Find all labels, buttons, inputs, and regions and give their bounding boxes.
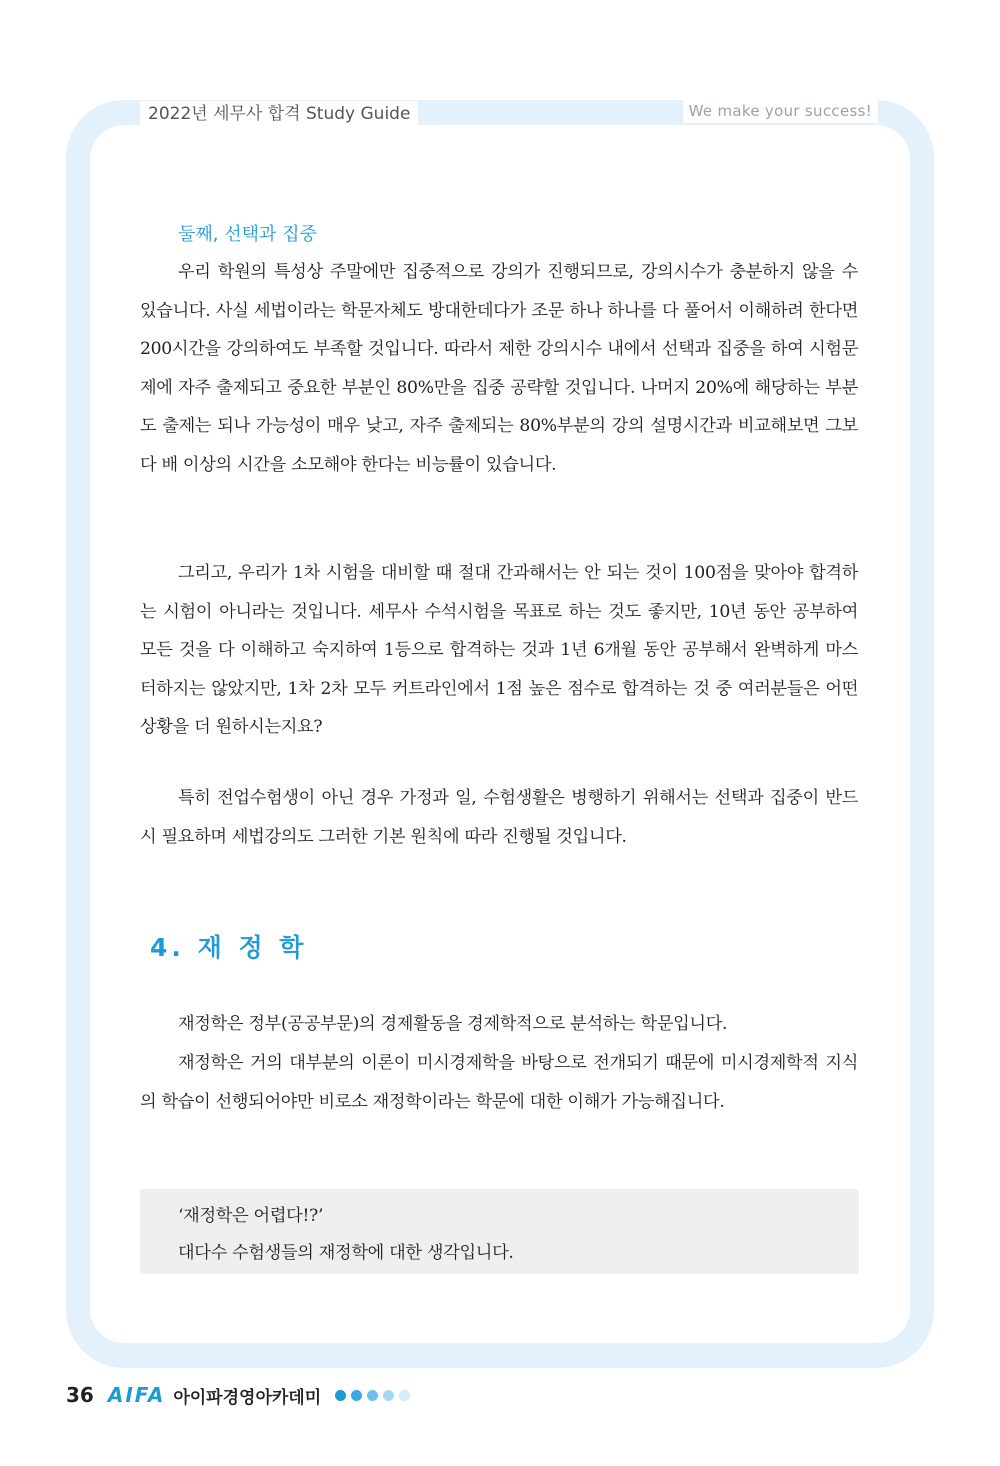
paragraph-selection-focus-1: 우리 학원의 특성상 주말에만 집중적으로 강의가 진행되므로, 강의시수가 충분하지 않을 수 있습니다. 사실 세법이라는 학문자체도 방대한데다가 조문 하나 하나를 다 풀어서 이해하려 한다면 200시간을 강의하여도 부족할 것입니다. 따라서 제한 강의시수 내에서 선택과 집중을 하여 시험문제에 자주 출제되고 중요한 부분인 80%만을 집중 공략할 것입니다. 나머지 20%에 해당하는 부분도 출제는 되나 가능성이 매우 낮고, 자주 출제되는 80%부분의 강의 설명시간과 비교해보면 그보다 배 이상의 시간을 소모해야 한다는 비능률이 있습니다. [140, 262, 858, 475]
page-number: 36 [66, 1383, 94, 1407]
dot-icon [351, 1390, 362, 1401]
quote-line-2: 대다수 수험생들의 재정학에 대한 생각입니다. [178, 1243, 514, 1263]
paragraph-public-finance-1: 재정학은 정부(공공부문)의 경제활동을 경제학적으로 분석하는 학문입니다. [178, 1014, 728, 1034]
subhead-selection-focus: 둘째, 선택과 집중 [178, 224, 317, 245]
dot-icon [383, 1390, 394, 1401]
dot-icon [335, 1390, 346, 1401]
paragraph-selection-focus-2: 그리고, 우리가 1차 시험을 대비할 때 절대 간과해서는 안 되는 것이 100점을 맞아야 합격하는 시험이 아니라는 것입니다. 세무사 수석시험을 목표로 하는 것도 좋지만, 10년 동안 공부하여 모든 것을 다 이해하고 숙지하여 1등으로 합격하는 것과 1년 6개월 동안 공부해서 완벽하게 마스터하지는 않았지만, 1차 2차 모두 커트라인에서 1점 높은 점수로 합격하는 것 중 여러분들은 어떤 상황을 더 원하시는지요? [140, 563, 858, 737]
paragraph-selection-focus-3: 특히 전업수험생이 아닌 경우 가정과 일, 수험생활은 병행하기 위해서는 선택과 집중이 반드시 필요하며 세법강의도 그러한 기본 원칙에 따라 진행될 것입니다. [140, 788, 858, 847]
decorative-dots [335, 1386, 415, 1405]
header-slogan: We make your success! [683, 99, 878, 123]
section-title-public-finance: 4. 재 정 학 [150, 933, 308, 962]
dot-icon [367, 1390, 378, 1401]
quote-line-1: ‘재정학은 어렵다!?’ [178, 1206, 324, 1226]
page-footer [66, 1380, 415, 1410]
brand-logo: AIFA [107, 1383, 166, 1407]
paragraph-public-finance-2: 재정학은 거의 대부분의 이론이 미시경제학을 바탕으로 전개되기 때문에 미시경제학적 지식의 학습이 선행되어야만 비로소 재정학이라는 학문에 대한 이해가 가능해집니다. [140, 1053, 858, 1112]
header-title: 2022년 세무사 합격 Study Guide [140, 101, 418, 127]
brand-name: 아이파경영아카데미 [173, 1387, 322, 1408]
dot-icon [399, 1390, 410, 1401]
